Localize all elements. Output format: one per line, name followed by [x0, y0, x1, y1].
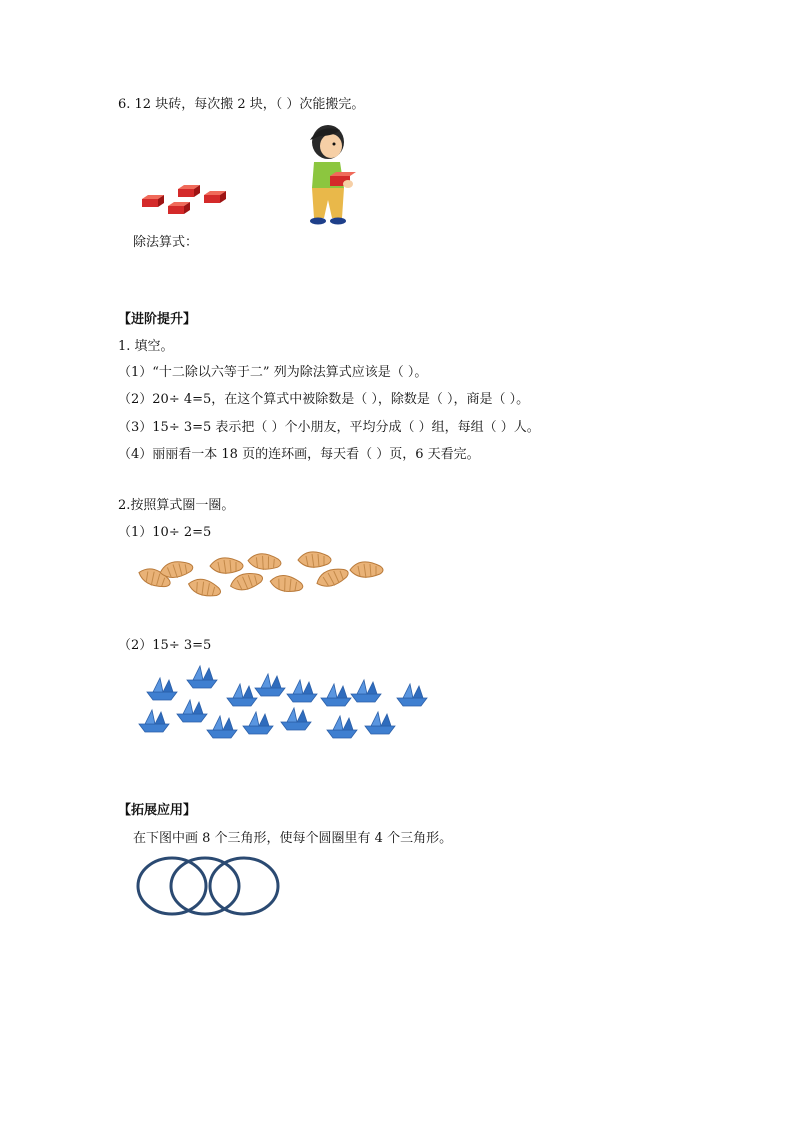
seashell-icon: [186, 576, 222, 600]
seashell-icon: [269, 573, 304, 595]
paper-boat-icon: [287, 680, 317, 702]
paper-boat-icon: [327, 716, 357, 738]
q2-part-a-formula: （1）10÷ 2=5: [118, 525, 212, 540]
paper-boat-icon: [397, 684, 427, 706]
seashell-icon: [350, 562, 383, 578]
q1-item-4: （4）丽丽看一本 18 页的连环画，每天看（ ）页，6 天看完。: [118, 447, 480, 462]
q1-item-1: （1）“十二除以六等于二” 列为除法算式应该是（ ）。: [118, 365, 428, 380]
q6-formula-label: 除法算式：: [133, 235, 199, 250]
seashell-icon: [210, 558, 243, 574]
overlapping-circles-diagram: [135, 852, 290, 922]
q1-item-3: （3）15÷ 3=5 表示把（ ）个小朋友，平均分成（ ）组，每组（ ）人。: [118, 420, 540, 435]
seashell-icon: [314, 565, 351, 591]
paper-boat-icon: [351, 680, 381, 702]
paper-boats-group: [135, 660, 435, 745]
paper-boat-icon: [177, 700, 207, 722]
paper-boat-icon: [227, 684, 257, 706]
brick-icon: [142, 195, 164, 207]
brick-icon: [204, 191, 226, 203]
q1-item-2: （2）20÷ 4=5，在这个算式中被除数是（ ），除数是（ ），商是（ ）。: [118, 392, 530, 407]
bricks-group: [140, 180, 235, 220]
circle-right: [210, 858, 278, 914]
brick-icon: [168, 202, 190, 214]
extension-heading: 【拓展应用】: [118, 803, 197, 818]
seashell-icon: [228, 570, 264, 594]
q1-title: 1. 填空。: [118, 339, 174, 354]
paper-boat-icon: [207, 716, 237, 738]
paper-boat-icon: [281, 708, 311, 730]
paper-boat-icon: [365, 712, 395, 734]
paper-boat-icon: [187, 666, 217, 688]
paper-boat-icon: [147, 678, 177, 700]
paper-boat-icon: [321, 684, 351, 706]
seashell-icon: [298, 552, 331, 568]
paper-boat-icon: [243, 712, 273, 734]
q2-title: 2.按照算式圈一圈。: [118, 498, 235, 513]
paper-boat-icon: [255, 674, 285, 696]
q6-text: 6. 12 块砖，每次搬 2 块，（ ）次能搬完。: [118, 97, 365, 112]
seashell-icon: [247, 552, 281, 571]
extension-instruction: 在下图中画 8 个三角形，使每个圆圈里有 4 个三角形。: [133, 831, 453, 846]
brick-icon: [178, 185, 200, 197]
q2-part-b-formula: （2）15÷ 3=5: [118, 638, 212, 653]
paper-boat-icon: [139, 710, 169, 732]
seashells-group: [130, 548, 400, 603]
advanced-heading: 【进阶提升】: [118, 312, 197, 327]
boy-carrying-brick-icon: [300, 122, 370, 226]
